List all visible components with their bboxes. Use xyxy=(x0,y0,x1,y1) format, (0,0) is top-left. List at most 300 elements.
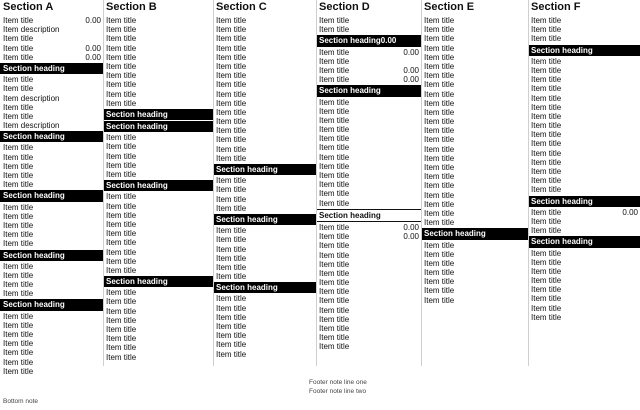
menu-item-label: Item title xyxy=(106,334,137,344)
menu-item xyxy=(528,34,640,43)
menu-item xyxy=(316,232,421,241)
menu-item-label: Item title xyxy=(106,133,137,143)
menu-item xyxy=(213,53,316,62)
menu-section-heading xyxy=(528,45,640,56)
menu-item xyxy=(213,331,316,340)
section-label: Section heading xyxy=(319,36,381,46)
column-heading: Section B xyxy=(103,0,213,16)
menu-item-label: Item title xyxy=(216,244,247,254)
menu-item xyxy=(421,181,528,190)
menu-item-label: Item title xyxy=(216,43,247,53)
menu-item xyxy=(528,249,640,258)
menu-item-label: Item title xyxy=(319,222,350,232)
footer-notes xyxy=(309,379,640,410)
menu-section-heading xyxy=(213,214,316,225)
menu-item xyxy=(316,125,421,134)
menu-item-label: Item title xyxy=(216,303,247,313)
menu-item-label: Item title xyxy=(319,342,350,352)
menu-item xyxy=(0,358,103,367)
section-label: Section heading xyxy=(3,300,65,310)
menu-item-label: Item title xyxy=(216,272,247,282)
menu-item xyxy=(421,172,528,181)
menu-item-label: Item title xyxy=(216,203,247,213)
menu-item-label: Item title xyxy=(424,240,455,250)
menu-item xyxy=(103,80,213,89)
menu-item-price: 0.00 xyxy=(85,52,101,62)
menu-item xyxy=(103,202,213,211)
menu-item-label: Item title xyxy=(424,268,455,278)
menu-item-label: Item title xyxy=(531,266,562,276)
menu-item xyxy=(421,200,528,209)
menu-item xyxy=(316,315,421,324)
section-label: Section heading xyxy=(3,250,65,260)
column-divider xyxy=(528,0,529,366)
menu-item xyxy=(213,135,316,144)
menu-item xyxy=(213,176,316,185)
menu-item-label: Item title xyxy=(216,144,247,154)
menu-item-label: Item title xyxy=(106,210,137,220)
menu-item xyxy=(0,230,103,239)
menu-item xyxy=(421,268,528,277)
menu-item xyxy=(316,342,421,351)
menu-item-label: Item title xyxy=(319,16,350,25)
menu-item-label: Item title xyxy=(424,199,455,209)
menu-item xyxy=(316,153,421,162)
menu-item xyxy=(0,321,103,330)
menu-item xyxy=(421,135,528,144)
menu-item-label: Item title xyxy=(424,107,455,117)
menu-item-label: Item title xyxy=(106,170,137,179)
menu-item-price: 0.00 xyxy=(85,43,101,53)
menu-item-label: Item title xyxy=(216,52,247,62)
menu-item xyxy=(316,278,421,287)
menu-item-label: Item title xyxy=(319,241,350,251)
menu-column-2 xyxy=(103,0,213,362)
menu-item xyxy=(316,333,421,342)
menu-item-label: Item title xyxy=(531,257,562,267)
menu-item-label: Item title xyxy=(319,97,350,107)
menu-item-label: Item title xyxy=(3,348,34,358)
column-divider xyxy=(213,0,214,366)
menu-item xyxy=(421,16,528,25)
menu-item-label: Item title xyxy=(319,278,350,288)
menu-item xyxy=(316,107,421,116)
menu-item-label: Item title xyxy=(531,148,562,158)
menu-item xyxy=(103,53,213,62)
menu-item xyxy=(528,149,640,158)
menu-item-label: Item title xyxy=(531,294,562,304)
menu-item xyxy=(528,185,640,194)
menu-item-label: Item title xyxy=(319,198,350,208)
menu-item-label: Item title xyxy=(319,25,350,35)
menu-item xyxy=(213,245,316,254)
menu-item xyxy=(103,266,213,275)
menu-section-heading xyxy=(421,228,528,239)
menu-item-label: Item title xyxy=(531,285,562,295)
menu-item xyxy=(316,134,421,143)
menu-item-label: Item title xyxy=(3,220,34,230)
menu-item-label: Item title xyxy=(531,56,562,66)
menu-item-label: Item title xyxy=(319,56,350,66)
menu-section-heading xyxy=(0,190,103,201)
menu-section-heading xyxy=(0,250,103,261)
footer-line-2: Footer note line two xyxy=(309,387,367,395)
menu-item-label: Item title xyxy=(424,89,455,99)
menu-item-label: Item title xyxy=(319,65,350,75)
column-heading: Section E xyxy=(421,0,528,16)
menu-item xyxy=(103,307,213,316)
menu-item-label: Item title xyxy=(3,161,34,171)
menu-item-label: Item title xyxy=(319,189,350,199)
menu-item-label: Item title xyxy=(3,34,34,44)
menu-item xyxy=(103,325,213,334)
menu-item xyxy=(103,62,213,71)
menu-item-label: Item title xyxy=(216,80,247,90)
menu-item-label: Item title xyxy=(106,89,137,99)
menu-item-label: Item title xyxy=(424,126,455,136)
menu-item xyxy=(421,99,528,108)
menu-item-label: Item title xyxy=(216,235,247,245)
menu-item xyxy=(528,25,640,34)
menu-item xyxy=(421,163,528,172)
menu-item xyxy=(316,296,421,305)
section-label: Section heading xyxy=(3,191,65,201)
menu-column-5 xyxy=(421,0,528,305)
menu-item-label: Item title xyxy=(3,143,34,153)
menu-item xyxy=(103,44,213,53)
menu-item xyxy=(103,161,213,170)
menu-item-label: Item title xyxy=(106,306,137,316)
menu-item-price: 0.00 xyxy=(403,47,419,57)
menu-item xyxy=(528,16,640,25)
section-label: Section heading xyxy=(319,86,381,96)
menu-item xyxy=(421,62,528,71)
footer-line-1: Footer note line one xyxy=(309,379,367,386)
menu-item-label: Item title xyxy=(106,325,137,334)
section-label: Section heading xyxy=(216,283,278,293)
menu-item xyxy=(213,304,316,313)
menu-item xyxy=(103,142,213,151)
menu-item-label: Item title xyxy=(106,52,137,62)
menu-item xyxy=(0,75,103,84)
menu-item xyxy=(0,84,103,93)
menu-item xyxy=(421,71,528,80)
menu-item-label: Item title xyxy=(3,84,34,94)
menu-item-label: Item title xyxy=(216,71,247,81)
menu-item-label: Item title xyxy=(216,340,247,350)
menu-item-label: Item title xyxy=(424,135,455,145)
menu-item-label: Item title xyxy=(319,250,350,260)
menu-item xyxy=(213,263,316,272)
menu-item xyxy=(528,66,640,75)
menu-item-label: Item title xyxy=(216,262,247,272)
menu-item xyxy=(528,167,640,176)
menu-item xyxy=(421,44,528,53)
menu-item xyxy=(0,171,103,180)
menu-column-3 xyxy=(213,0,316,359)
menu-item-label: Item title xyxy=(3,280,34,290)
menu-item xyxy=(0,94,103,103)
menu-item-label: Item title xyxy=(424,258,455,268)
menu-item-label: Item title xyxy=(216,349,247,359)
menu-item xyxy=(421,250,528,259)
menu-item-label: Item title xyxy=(424,117,455,127)
menu-item-label: Item title xyxy=(319,314,350,324)
menu-item-label: Item title xyxy=(531,303,562,313)
menu-section-heading xyxy=(0,63,103,74)
column-heading: Section F xyxy=(528,0,640,16)
menu-item-label: Item title xyxy=(3,111,34,121)
menu-item xyxy=(0,330,103,339)
menu-item xyxy=(0,212,103,221)
menu-item-label: Item title xyxy=(106,151,137,161)
menu-item xyxy=(528,121,640,130)
column-heading: Section C xyxy=(213,0,316,16)
menu-item xyxy=(213,145,316,154)
menu-item xyxy=(316,241,421,250)
menu-item-label: Item title xyxy=(531,216,562,226)
menu-section-heading xyxy=(103,276,213,287)
menu-column-1 xyxy=(0,0,103,376)
menu-item-label: Item title xyxy=(319,134,350,144)
menu-section-heading xyxy=(103,121,213,132)
menu-item xyxy=(528,57,640,66)
menu-item xyxy=(0,280,103,289)
menu-item-label: Item title xyxy=(216,176,247,186)
menu-item xyxy=(213,80,316,89)
menu-item xyxy=(316,189,421,198)
menu-item-label: Item title xyxy=(106,256,137,266)
menu-item-label: Item title xyxy=(106,343,137,353)
menu-item xyxy=(0,121,103,130)
menu-item-label: Item title xyxy=(3,357,34,367)
menu-item-label: Item title xyxy=(216,253,247,263)
menu-item-label: Item title xyxy=(216,89,247,99)
menu-section-heading xyxy=(528,196,640,207)
menu-item-label: Item title xyxy=(531,248,562,258)
menu-item-label: Item title xyxy=(531,102,562,112)
menu-item-label: Item title xyxy=(424,144,455,154)
menu-item-label: Item title xyxy=(319,296,350,306)
menu-item xyxy=(528,217,640,226)
menu-item-label: Item title xyxy=(424,71,455,81)
menu-item-label: Item title xyxy=(106,61,137,71)
menu-item xyxy=(528,139,640,148)
menu-item-label: Item title xyxy=(319,333,350,343)
menu-item xyxy=(103,133,213,142)
menu-item-label: Item title xyxy=(531,93,562,103)
menu-item-label: Item title xyxy=(3,366,34,376)
menu-item-label: Item title xyxy=(3,339,34,349)
menu-section-heading xyxy=(316,35,421,46)
menu-item-label: Item title xyxy=(319,75,350,85)
menu-item xyxy=(0,162,103,171)
menu-item xyxy=(421,209,528,218)
menu-item-label: Item title xyxy=(3,52,34,62)
menu-item xyxy=(0,153,103,162)
menu-item-label: Item title xyxy=(106,43,137,53)
menu-item xyxy=(103,211,213,220)
menu-item xyxy=(103,25,213,34)
menu-item xyxy=(421,145,528,154)
menu-item xyxy=(0,339,103,348)
menu-item xyxy=(103,99,213,108)
menu-item xyxy=(0,34,103,43)
menu-item xyxy=(316,25,421,34)
menu-item xyxy=(421,117,528,126)
menu-item-label: Item title xyxy=(531,312,562,322)
menu-item-label: Item title xyxy=(3,320,34,330)
bottom-note: Bottom note xyxy=(3,398,39,405)
menu-item xyxy=(528,226,640,235)
menu-item xyxy=(0,289,103,298)
menu-item xyxy=(421,296,528,305)
menu-item-price: 0.00 xyxy=(403,222,419,232)
menu-item xyxy=(103,334,213,343)
menu-column-6 xyxy=(528,0,640,322)
menu-item-label: Item title xyxy=(319,171,350,180)
menu-item-label: Item title xyxy=(531,75,562,85)
menu-item xyxy=(316,98,421,107)
menu-item-label: Item title xyxy=(424,295,455,305)
menu-item xyxy=(103,220,213,229)
menu-item-label: Item title xyxy=(3,261,34,271)
menu-item-label: Item title xyxy=(531,276,562,286)
menu-item xyxy=(213,99,316,108)
menu-item xyxy=(0,312,103,321)
menu-item xyxy=(421,80,528,89)
menu-item-label: Item title xyxy=(424,153,455,163)
menu-item xyxy=(528,176,640,185)
menu-item xyxy=(0,103,103,112)
column-heading: Section A xyxy=(0,0,103,16)
menu-item-label: Item title xyxy=(319,268,350,278)
menu-item-label: Item title xyxy=(424,190,455,200)
menu-item-label: Item title xyxy=(424,80,455,90)
menu-item xyxy=(316,48,421,57)
menu-item-label: Item title xyxy=(216,153,247,163)
menu-item xyxy=(316,260,421,269)
menu-item-label: Item title xyxy=(3,102,34,112)
menu-item-label: Item title xyxy=(3,43,34,53)
column-divider xyxy=(103,0,104,366)
menu-item-label: Item title xyxy=(319,324,350,333)
menu-item-label: Item title xyxy=(424,43,455,53)
menu-item-label: Item title xyxy=(319,106,350,116)
menu-item xyxy=(0,16,103,25)
menu-item xyxy=(213,34,316,43)
menu-item xyxy=(528,208,640,217)
menu-item xyxy=(0,239,103,248)
menu-item-label: Item title xyxy=(531,65,562,75)
menu-item-label: Item title xyxy=(106,142,137,152)
menu-item-label: Item title xyxy=(106,238,137,248)
menu-item-label: Item title xyxy=(216,312,247,322)
section-label: Section heading xyxy=(106,277,168,287)
menu-item-label: Item title xyxy=(106,352,137,362)
menu-item-label: Item title xyxy=(106,34,137,44)
menu-item xyxy=(528,94,640,103)
menu-item-label: Item title xyxy=(424,286,455,296)
menu-item xyxy=(421,191,528,200)
menu-item-label: Item title xyxy=(106,297,137,307)
menu-item-label: Item title xyxy=(531,111,562,121)
menu-column-4 xyxy=(316,0,421,352)
menu-item xyxy=(316,57,421,66)
menu-item xyxy=(421,108,528,117)
menu-item-label: Item title xyxy=(216,117,247,127)
menu-item xyxy=(103,238,213,247)
menu-item-label: Item title xyxy=(531,84,562,94)
menu-item-label: Item title xyxy=(424,172,455,182)
menu-item-price: 0.00 xyxy=(380,36,397,46)
menu-item xyxy=(213,25,316,34)
menu-item xyxy=(421,286,528,295)
section-label: Section heading xyxy=(424,229,486,239)
menu-item-label: Item title xyxy=(3,330,34,339)
menu-item-label: Item title xyxy=(106,16,137,25)
menu-item-label: Item title xyxy=(106,98,137,108)
menu-item-label: Item title xyxy=(531,121,562,131)
menu-section-heading xyxy=(213,164,316,175)
section-label: Section heading xyxy=(531,45,593,55)
menu-item xyxy=(421,34,528,43)
menu-item xyxy=(421,259,528,268)
menu-item xyxy=(528,285,640,294)
menu-item-price: 0.00 xyxy=(403,75,419,85)
menu-item xyxy=(213,62,316,71)
menu-item-label: Item title xyxy=(531,207,562,217)
menu-item-price: 0.00 xyxy=(403,232,419,242)
menu-item-label: Item title xyxy=(106,71,137,81)
menu-item-label: Item title xyxy=(531,157,562,167)
menu-item-label: Item title xyxy=(3,239,34,249)
menu-item-label: Item title xyxy=(424,98,455,108)
section-label: Section heading xyxy=(319,210,381,220)
menu-item xyxy=(316,180,421,189)
menu-item-label: Item title xyxy=(216,194,247,204)
menu-item xyxy=(103,297,213,306)
menu-item-label: Item title xyxy=(216,107,247,117)
menu-item xyxy=(528,112,640,121)
menu-item xyxy=(528,258,640,267)
menu-section-heading xyxy=(528,236,640,247)
menu-item-label: Item description xyxy=(3,25,60,35)
menu-item-label: Item title xyxy=(424,277,455,287)
menu-item xyxy=(103,192,213,201)
menu-item xyxy=(421,53,528,62)
menu-item-price: 0.00 xyxy=(403,65,419,75)
section-label: Section heading xyxy=(3,132,65,142)
menu-item-label: Item title xyxy=(216,135,247,145)
menu-item xyxy=(316,16,421,25)
menu-item-label: Item title xyxy=(319,287,350,297)
menu-item-label: Item title xyxy=(424,52,455,62)
menu-item-label: Item title xyxy=(424,163,455,172)
menu-item xyxy=(528,84,640,93)
menu-item xyxy=(213,272,316,281)
section-label: Section heading xyxy=(531,196,593,206)
menu-item-label: Item title xyxy=(216,61,247,71)
column-divider xyxy=(421,0,422,366)
menu-item xyxy=(0,221,103,230)
menu-item xyxy=(316,171,421,180)
section-label: Section heading xyxy=(216,165,278,174)
menu-item xyxy=(316,143,421,152)
menu-item xyxy=(103,152,213,161)
menu-item-label: Item description xyxy=(3,93,60,103)
menu-item-label: Item title xyxy=(216,126,247,136)
